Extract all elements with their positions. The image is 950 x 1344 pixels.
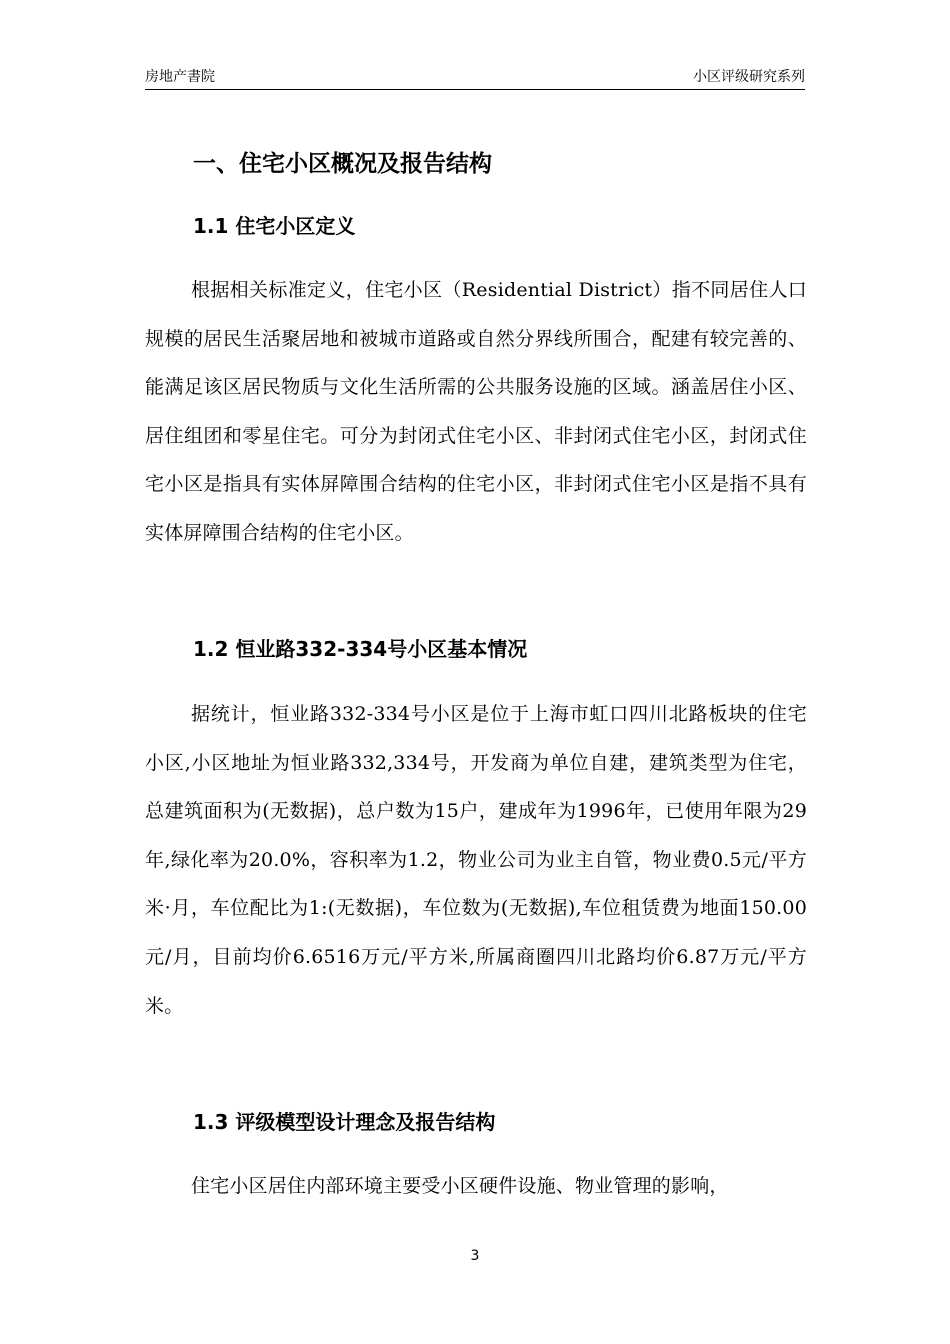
- section-heading-1-3: 1.3 评级模型设计理念及报告结构: [193, 1110, 496, 1134]
- section-heading-1-1: 1.1 住宅小区定义: [193, 214, 356, 238]
- header-divider: [145, 89, 805, 90]
- header-publisher: 房地产書院: [145, 69, 215, 85]
- page-header: [145, 66, 805, 88]
- section-paragraph-1-3: 住宅小区居住内部环境主要受小区硬件设施、物业管理的影响，: [191, 1175, 729, 1197]
- section-heading-1-2: 1.2 恒业路332-334号小区基本情况: [193, 637, 528, 661]
- page-number: 3: [470, 1248, 480, 1264]
- section-paragraph-1-1: 根据相关标准定义，住宅小区（Residential District）指不同居住人口规模的居民生活聚居地和被城市道路或自然分界线所围合，配建有较完善的、能满足该区居民物质与文化生活所需的公共服务设施的区域。涵盖居住小区、居住组团和零星住宅。可分为封闭式住宅小区、非封闭式住宅小区，封闭式住宅小区是指具有实体屏障围合结构的住宅小区，非封闭式住宅小区是指不具有实体屏障围合结构的住宅小区。: [145, 279, 807, 544]
- chapter-title: 一、住宅小区概况及报告结构: [193, 151, 492, 177]
- header-series-title: 小区评级研究系列: [693, 69, 805, 85]
- section-paragraph-1-2: 据统计，恒业路332-334号小区是位于上海市虹口四川北路板块的住宅小区,小区地址为恒业路332,334号，开发商为单位自建，建筑类型为住宅，总建筑面积为(无数据)，总户数为15户，建成年为1996年，已使用年限为29年,绿化率为20.0%，容积率为1.2，物业公司为业主自管，物业费0.5元/平方米·月，车位配比为1:(无数据)，车位数为(无数据),车位租赁费为地面150.00元/月，目前均价6.6516万元/平方米,所属商圈四川北路均价6.87万元/平方米。: [145, 703, 808, 1017]
